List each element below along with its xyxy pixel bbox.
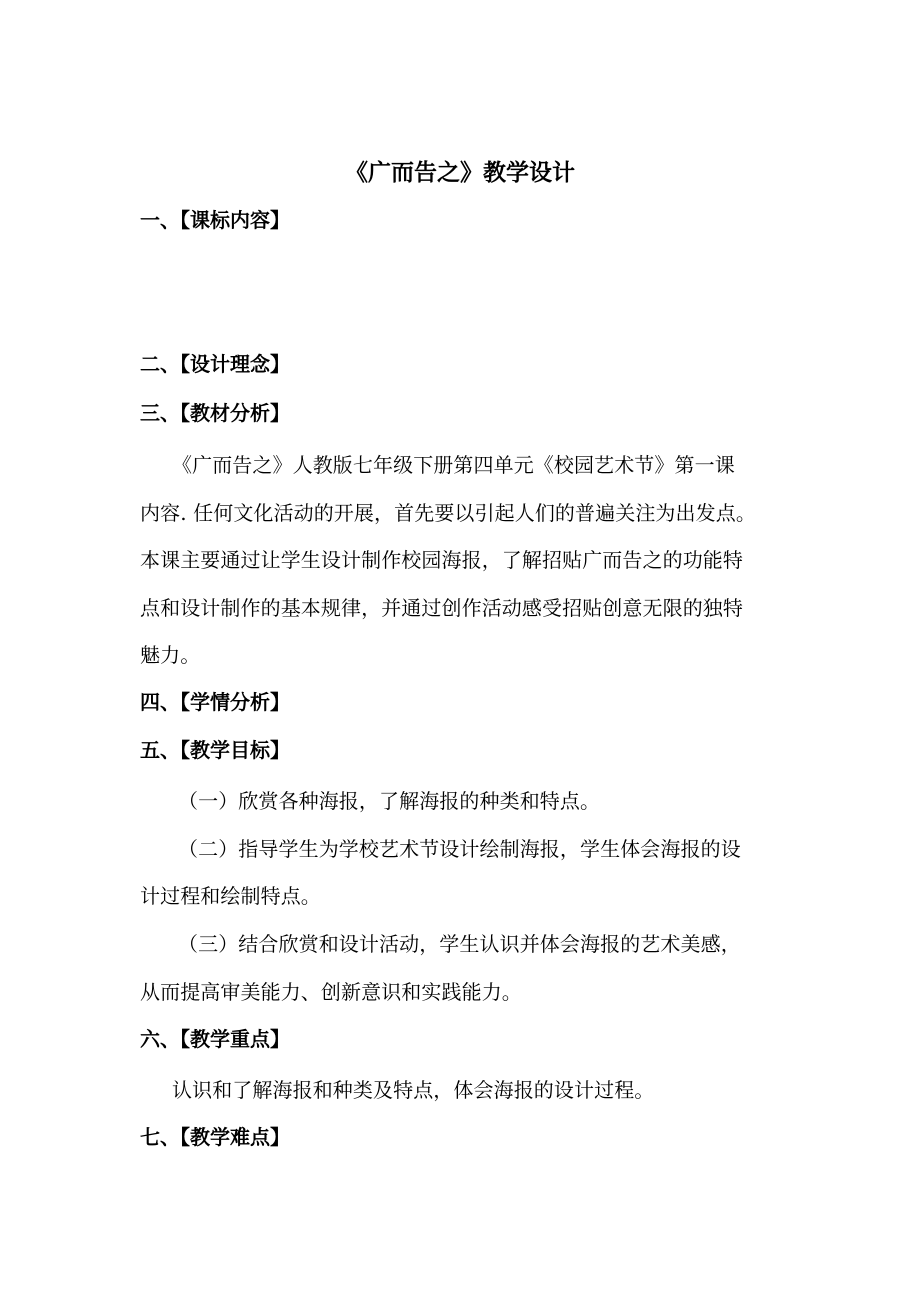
objective-line: （三）结合欣赏和设计活动，学生认识并体会海报的艺术美感， [178, 932, 741, 956]
document-title: 《广而告之》教学设计 [345, 159, 575, 186]
analysis-line: 本课主要通过让学生设计制作校园海报，了解招贴广而告之的功能特 [140, 548, 743, 572]
key-point-text: 认识和了解海报和种类及特点，体会海报的设计过程。 [172, 1078, 655, 1102]
objective-line: 从而提高审美能力、创新意识和实践能力。 [140, 980, 522, 1004]
analysis-line: 点和设计制作的基本规律，并通过创作活动感受招贴创意无限的独特 [140, 596, 743, 620]
analysis-line: 《广而告之》人教版七年级下册第四单元《校园艺术节》第一课 [172, 453, 735, 477]
objective-line: （一）欣赏各种海报，了解海报的种类和特点。 [178, 789, 601, 813]
objective-line: （二）指导学生为学校艺术节设计绘制海报，学生体会海报的设 [178, 837, 741, 861]
section-heading-textbook-analysis: 三、【教材分析】 [140, 401, 290, 425]
objective-line: 计过程和绘制特点。 [140, 884, 321, 908]
section-heading-student-analysis: 四、【学情分析】 [140, 690, 290, 714]
section-heading-curriculum: 一、【课标内容】 [140, 208, 290, 232]
section-heading-key-point: 六、【教学重点】 [140, 1027, 290, 1051]
section-heading-teaching-objectives: 五、【教学目标】 [140, 738, 290, 762]
section-heading-difficult-point: 七、【教学难点】 [140, 1125, 290, 1149]
analysis-line: 魅力。 [140, 643, 201, 667]
section-heading-design-concept: 二、【设计理念】 [140, 352, 290, 376]
analysis-line: 内容. 任何文化活动的开展，首先要以引起人们的普遍关注为出发点。 [140, 501, 756, 525]
